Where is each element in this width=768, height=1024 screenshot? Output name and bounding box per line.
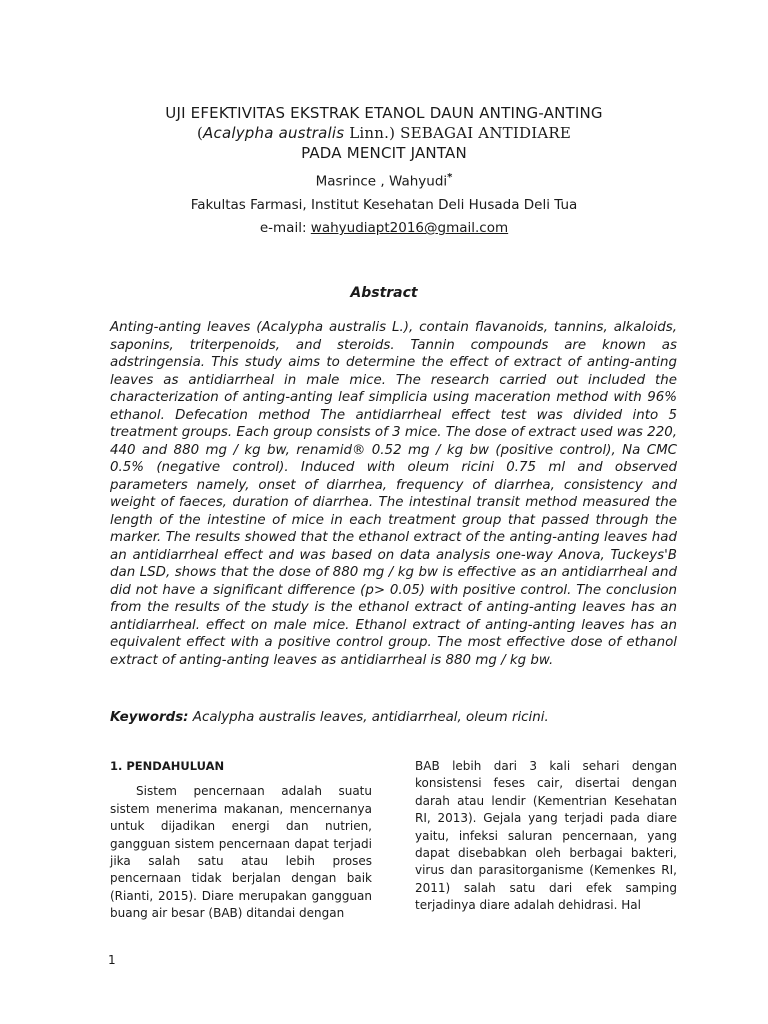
section-heading: 1. PENDAHULUAN bbox=[110, 759, 225, 773]
keywords-label: Keywords: bbox=[110, 710, 189, 725]
email-label: e-mail: bbox=[259, 220, 311, 236]
email-link[interactable]: wahyudiapt2016@gmail.com bbox=[310, 220, 509, 236]
corresponding-author-mark: * bbox=[447, 172, 453, 183]
intro-paragraph-right: BAB lebih dari 3 kali sehari dengan konsistensi feses cair, disertai dengan darah atau lendir (Kementrian Kesehatan RI, 2013). Gejala yang terjadi pada diare yaitu, infeksi saluran pencernaan, yang dapat disebabkan oleh berbagai bakteri, virus dan parasitorganisme (Kemenkes RI, 2011) salah satu dari efek samping terjadinya diare adalah dehidrasi. Hal bbox=[415, 759, 677, 913]
paper-title bbox=[60, 103, 708, 163]
affiliation: Fakultas Farmasi, Institut Kesehatan Deli Husada Deli Tua bbox=[190, 197, 578, 213]
abstract-heading: Abstract bbox=[350, 285, 418, 301]
title-species: Acalypha australis bbox=[203, 124, 345, 142]
keywords bbox=[110, 709, 677, 727]
page-number: 1 bbox=[108, 953, 116, 967]
author-list bbox=[60, 172, 708, 190]
abstract-text: Anting-anting leaves (Acalypha australis L.), contain flavanoids, tannins, alkaloids, saponins, triterpenoids, and steroids. Tannin compounds are known as adstringensia. This study aims to determine the effect of extract of anting-anting leaves as antidiarrheal in male mice. The research carried out included the characterization of anting-anting leaf simplicia using maceration method with 96% ethanol. Defecation method The antidiarrheal effect test was divided into 5 treatment groups. Each group consists of 3 mice. The dose of extract used was 220, 440 and 880 mg / kg bw, renamid® 0.52 mg / kg bw (positive control), Na CMC 0.5% (negative control). Induced with oleum ricini 0.75 ml and observed parameters namely, onset of diarrhea, frequency of diarrhea, consistency and weight of faeces, duration of diarrhea. The intestinal transit method measured the length of the intestine of mice in each treatment group that passed through the marker. The results showed that the ethanol extract of the anting-anting leaves had an antidiarrheal effect and was based on data analysis one-way Anova, Tuckeys'B dan LSD, shows that the dose of 880 mg / kg bw is effective as an antidiarrheal and did not have a significant difference (p> 0.05) with positive control. The conclusion from the results of the study is the ethanol extract of anting-anting leaves has an antidiarrheal. effect on male mice. Ethanol extract of anting-anting leaves has an equivalent effect with a positive control group. The most effective dose of ethanol extract of anting-anting leaves as antidiarrheal is 880 mg / kg bw. bbox=[110, 320, 677, 668]
author-names: Masrince , Wahyudi bbox=[315, 173, 448, 190]
title-paren: ( bbox=[196, 124, 204, 142]
title-line-1: UJI EFEKTIVITAS EKSTRAK ETANOL DAUN ANTING-ANTING bbox=[165, 104, 603, 122]
column-left bbox=[110, 758, 372, 923]
intro-paragraph-left: Sistem pencernaan adalah suatu sistem menerima makanan, mencernanya untuk dijadikan energi dan nutrien, gangguan sistem pencernaan dapat terjadi jika salah satu atau lebih proses pencernaan tidak berjalan dengan baik (Rianti, 2015). Diare merupakan gangguan buang air besar (BAB) ditandai dengan bbox=[110, 784, 372, 921]
title-line-2-rest: Linn.) SEBAGAI ANTIDIARE bbox=[344, 124, 572, 142]
keywords-list: Acalypha australis leaves, antidiarrheal, oleum ricini. bbox=[188, 710, 549, 725]
email-line bbox=[60, 220, 708, 236]
title-line-3: PADA MENCIT JANTAN bbox=[301, 144, 467, 162]
column-right bbox=[415, 758, 677, 915]
title-line-2 bbox=[60, 123, 708, 143]
